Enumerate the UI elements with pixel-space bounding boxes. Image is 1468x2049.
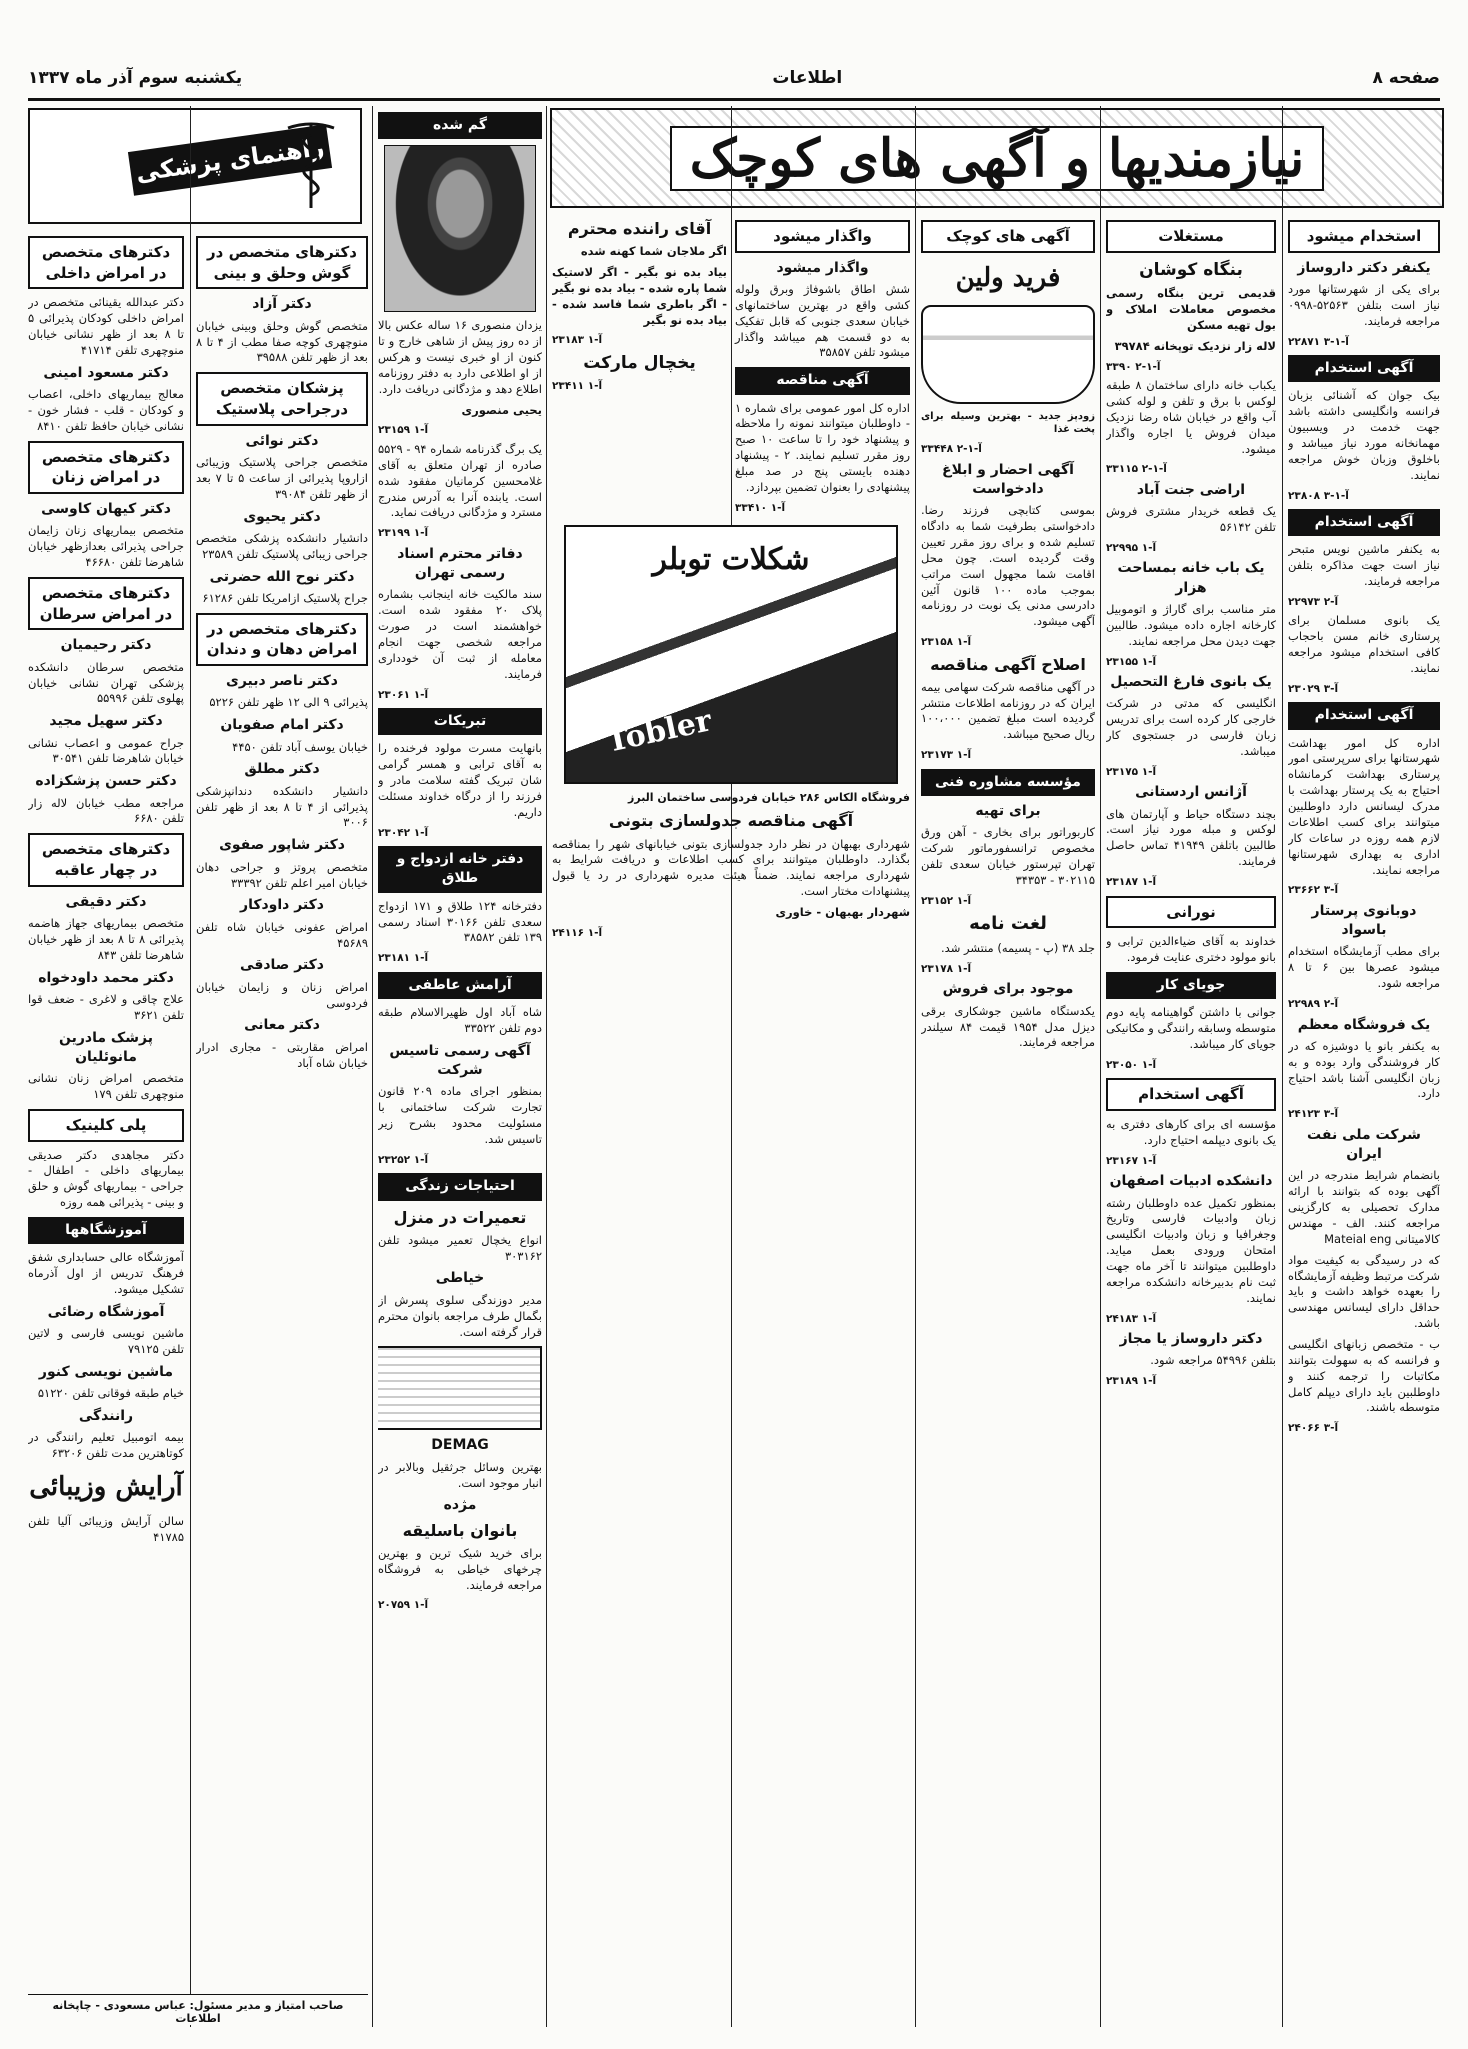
- ad-title: آگهی استخدام: [1288, 355, 1440, 382]
- doctor-info: متخصص امراض زنان نشانی منوچهری تلفن ۱۷۹: [28, 1071, 184, 1102]
- ad-title: آقای راننده محترم: [567, 219, 712, 238]
- ad-text: شهرداری بهبهان در نظر دارد جدولسازی بتونی خیابانهای شهر را بمناقصه بگذارد. داوطلبان میتوانند برای کسب اطلاعات و دریافت شرایط به شهرداری مراجعه نمایند. ضمناً هیئت مدیره شهرداری در رد یا قبول پیشنهادات مختار است.: [552, 836, 910, 899]
- ad-title: بانوان باسلیقه: [402, 1520, 518, 1540]
- ad-text: بمنظور اجرای ماده ۲۰۹ قانون تجارت شرکت ساختمانی با مسئولیت محدود بشرح زیر تاسیس شد.: [378, 1084, 542, 1147]
- school-name: آموزشگاه رضائی: [47, 1303, 165, 1320]
- column-rule: [1100, 106, 1101, 2027]
- classifieds-banner: [550, 108, 1444, 208]
- ad-code: ۲۲۸۷۱ آ-۱-۳: [1288, 335, 1349, 348]
- page-header: [28, 58, 1440, 101]
- ad-code: ۲۲۹۷۳ آ-۲: [1288, 595, 1339, 608]
- brand-logo: فرید ولین: [955, 262, 1061, 293]
- column-rule: [915, 106, 916, 2027]
- ad-title: آگهی استخدام: [1288, 702, 1440, 729]
- column-rule: [372, 106, 373, 2027]
- section-header: دفتر خانه ازدواج و طلاق: [378, 846, 542, 893]
- doctor-info: متخصص بیماریهای زنان زایمان جراحی پذیرائی بعدازظهر خیابان شاهرضا تلفن ۴۶۶۸۰: [28, 523, 184, 570]
- section-header: استخدام میشود: [1288, 220, 1440, 253]
- doctor-name: دکتر رحیمیان: [60, 637, 152, 654]
- ad-title: شکلات توبلر: [652, 542, 810, 578]
- ad-title: اراضی جنت آباد: [1136, 481, 1246, 498]
- ad-title: بنگاه کوشان: [1139, 259, 1243, 280]
- doctor-info: دانشیار دانشکده دندانپزشکی پذیرائی از ۴ تا ۸ بعد از ظهر تلفن ۳۰۰۶: [196, 783, 368, 830]
- ad-text: بیاد بده نو بگیر - اگر لاستیک شما پاره شده - بیاد بده نو بگیر - اگر باطری شما فاسد شده - بیاد بده نو بگیر: [552, 264, 727, 327]
- doctor-info: متخصص گوش وحلق وبینی خیابان منوچهری کوچه صفا مطب از ۴ تا ۸ بعد از ظهر تلفن ۳۹۵۸۸: [196, 318, 368, 365]
- ad-text: انگلیسی که مدتی در شرکت خارجی کار کرده است برای تدریس زبان فارسی در جستجوی کار میباشد.: [1106, 696, 1276, 758]
- ad-code: ۲۳۱۵۸ آ-۱: [921, 636, 972, 649]
- column-small-ads: [921, 214, 1095, 2027]
- doctor-name: دکتر ناصر دبیری: [226, 673, 338, 690]
- ad-code: ۲۲۹۹۵ آ-۱: [1106, 541, 1157, 554]
- ad-title: خیاطی: [435, 1270, 485, 1287]
- doctor-name: دکتر نوح الله حضرتی: [209, 568, 355, 585]
- section-header: جویای کار: [1106, 972, 1276, 999]
- doctor-info: متخصص جراحی پلاستیک وزیبائی ازاروپا پذیرائی از ساعت ۵ تا ۷ بعد از ظهر تلفن ۳۹۰۸۴: [196, 454, 368, 501]
- doctor-info: دکتر مجاهدی دکتر صدیقی بیماریهای داخلی - اطفال - جراحی - بیماریهای گوش و حلق و بینی - پذیرائی همه روزه: [28, 1147, 184, 1210]
- ad-header: مؤسسه مشاوره فنی: [921, 769, 1095, 796]
- doctor-info: جراح عمومی و اعصاب نشانی خیابان شاهرضا تلفن ۳۰۵۴۱: [28, 735, 184, 766]
- section-header: آرامش عاطفی: [378, 972, 542, 999]
- doctor-name: دکتر سهیل مجید: [49, 713, 163, 730]
- ad-text: اگر ملاجان شما کهنه شده: [580, 244, 727, 259]
- doctor-name: دکتر یحیوی: [243, 508, 321, 525]
- ad-code: ۲۳۰۶۱ آ-۱: [378, 688, 429, 701]
- doctor-info: امراض عفونی خیابان شاه تلفن ۴۵۶۸۹: [196, 919, 368, 950]
- column-employment: [1288, 214, 1440, 2027]
- ad-title: یخچال مارکت: [583, 352, 696, 373]
- doctor-info: امراض زنان و زایمان خیابان فردوسی: [196, 979, 368, 1010]
- ad-text: که در رسیدگی به کیفیت مواد شرکت مرتبط وظیفه آزمایشگاه را بعهده خواهد داشت و باید حداقل دارای لیسانس مهندسی باشد.: [1288, 1252, 1440, 1331]
- brand-logo: Tobler: [603, 703, 715, 760]
- ad-code: ۳۳۹۰ آ-۱-۲: [1106, 360, 1161, 373]
- ad-title: اصلاح آگهی مناقصه: [930, 654, 1086, 674]
- ad-text: بیک جوان که آشنائی بزبان فرانسه وانگلیسی داشته باشد جهت خدمت در ویسبیون مهمانخانه مورد نیاز میباشد و باخلوق وزبان خوش مراجعه نمایند.: [1288, 388, 1440, 482]
- ad-code: ۲۳۱۷۳ آ-۱: [921, 749, 972, 762]
- ad-code: ۲۴۱۸۳ آ-۱: [1106, 1312, 1157, 1325]
- ad-title: مژده: [443, 1497, 477, 1514]
- ad-text: سند مالکیت خانه اینجانب بشماره پلاک ۲۰ مفقود شده است. خواهشمند است در صورت مراجعه شخصی جهت انجام معامله از ثبت آن خودداری فرمایند.: [378, 587, 542, 681]
- medical-guide-title: راهنمای پزشکی: [128, 124, 332, 195]
- ad-title: آگهی رسمی تاسیس شرکت: [389, 1042, 531, 1079]
- ad-code: ۲۳۰۴۲ آ-۱: [378, 826, 429, 839]
- ad-text: بهترین وسائل جرثقیل وبالابر در انبار موجود است.: [378, 1459, 542, 1490]
- ad-title: دانشکده ادبیات اصفهان: [1109, 1173, 1273, 1190]
- ad-title: یک بانوی فارغ التحصیل: [1110, 674, 1272, 691]
- doctor-info: معالج بیماریهای داخلی، اعصاب و کودکان - قلب - فشار خون - نشانی خیابان حافظ تلفن ۸۴۱۰: [28, 387, 184, 433]
- section-header: دکترهای متخصص در امراض دهان و دندان: [196, 613, 368, 666]
- ad-code: ۳۳۴۱۰ آ-۱: [735, 501, 786, 514]
- ad-text: در آگهی مناقصه شرکت سهامی بیمه ایران که در روزنامه اطلاعات منتشر گردیده است مبلغ تضمین ۱۰۰،۰۰۰ ریال صحیح میباشد.: [921, 679, 1095, 742]
- doctor-name: دکتر محمد داودخواه: [38, 969, 174, 986]
- school-name: رانندگی: [78, 1408, 134, 1425]
- doctor-info: امراض مقاربتی - مجاری ادرار خیابان شاه آباد: [196, 1039, 368, 1070]
- ad-text: جوانی با داشتن گواهینامه پایه دوم متوسطه وسابقه رانندگی و مکانیکی جویای کار میباشد.: [1106, 1005, 1276, 1051]
- ad-code: ۳۳۴۴۸ آ-۱-۲: [921, 443, 982, 456]
- column-lost-found: [378, 106, 542, 2027]
- ad-text: بتلفن ۵۴۹۹۶ مراجعه شود.: [1150, 1353, 1276, 1368]
- brand-logo: DEMAG: [431, 1437, 489, 1454]
- issue-date: یکشنبه سوم آذر ماه ۱۳۳۷: [28, 68, 243, 88]
- ad-text: برای مطب آزمایشگاه استخدام میشود عصرها بین ۶ تا ۸ مراجعه شود.: [1288, 944, 1440, 991]
- school-name: آرایش وزیبائی: [29, 1472, 183, 1503]
- paper-name: اطلاعات: [772, 68, 843, 88]
- school-info: خیام طبقه فوقانی تلفن ۵۱۲۲۰: [37, 1386, 184, 1401]
- ad-text: شاه آباد اول ظهیرالاسلام طبقه دوم تلفن ۳۳۵۲۲: [378, 1005, 542, 1035]
- publisher-footer: صاحب امتیاز و مدیر مسئول: عباس مسعودی - چاپخانه اطلاعات: [28, 1994, 368, 2025]
- section-header: پلی کلینیک: [28, 1109, 184, 1142]
- ad-text: یک قطعه خریدار مشتری فروش تلفن ۵۶۱۴۲: [1106, 504, 1276, 535]
- ad-code: ۲۳۰۵۰ آ-۱: [1106, 1058, 1157, 1071]
- doctor-name: دکتر امام صفویان: [220, 717, 344, 734]
- ad-title: موجود برای فروش: [942, 981, 1074, 998]
- ad-text: ب - متخصص زبانهای انگلیسی و فرانسه که به سهولت بتوانند مکاتبات را ترجمه کنند و داوطلبین باید دارای دیپلم کامل متوسطه باشند.: [1288, 1336, 1440, 1415]
- ad-code: ۲۳۱۵۲ آ-۱: [921, 894, 972, 907]
- ad-code: ۲۳۱۸۳ آ-۱: [552, 334, 603, 347]
- ad-text: مدیر دوزندگی سلوی پسرش از بگمال طرف مراجعه بانوان محترم قرار گرفته است.: [378, 1292, 542, 1339]
- section-header: دکترهای متخصص در چهار عاقبه: [28, 833, 184, 886]
- ad-text: زودپز جدید - بهترین وسیله برای پخت غذا: [921, 410, 1095, 436]
- missing-person-photo: [384, 145, 536, 312]
- ad-title: لغت نامه: [969, 913, 1047, 935]
- ad-text: قدیمی ترین بنگاه رسمی مخصوص معاملات املاک و بول تهیه مسکن: [1106, 286, 1276, 332]
- doctor-name: دکتر آزاد: [252, 296, 312, 313]
- ad-address: فروشگاه الکاس ۲۸۶ خیابان فردوسی ساختمان البرز: [628, 791, 910, 805]
- doctor-name: دکتر صادقی: [240, 957, 324, 974]
- doctor-name: دکتر داودکار: [240, 897, 324, 914]
- section-header: تبریکات: [378, 708, 542, 735]
- section-header: واگذار میشود: [735, 220, 910, 253]
- ad-text: اداره کل امور بهداشت شهرستانها برای سرپرستی امور پرستاری بهداشت کرمانشاه احتیاج به یک پرستار بهداشت با مدرک لیسانس دارد داوطلبین میتوانند برای کسب اطلاعات لازم همه روزه در ساعات کار اداری به بهداری شهرستانها مراجعه نمایند.: [1288, 735, 1440, 877]
- school-info: سالن آرایش وزیبائی آلیا تلفن ۴۱۷۸۵: [28, 1514, 184, 1544]
- doctor-info: پذیرائی ۹ الی ۱۲ ظهر تلفن ۵۲۲۶: [209, 695, 368, 710]
- ad-text: به یکنفر ماشین نویس متبحر نیاز است جهت مذاکره بتلفن مراجعه فرمایند.: [1288, 542, 1440, 589]
- section-header: آموزشگاهها: [28, 1217, 184, 1244]
- school-info: ماشین نویسی فارسی و لاتین تلفن ۷۹۱۲۵: [28, 1326, 184, 1357]
- school-info: بیمه اتومبیل تعلیم رانندگی در کوتاهترین مدت تلفن ۶۳۲۰۶: [28, 1430, 184, 1461]
- ad-code: ۲۴۱۲۳ آ-۳: [1288, 1108, 1339, 1121]
- ad-title: آگهی استخدام: [1106, 1078, 1276, 1111]
- ad-text: یزدان منصوری ۱۶ ساله عکس بالا از ده روز پیش از شاهی خارج و تا کنون از او خبری نیست و هرکس از او اطلاعی دارد به دفتر روزنامه اطلاع دهد و مژدگانی دریافت دارد.: [378, 318, 542, 396]
- ad-title: آگهی مناقصه: [735, 367, 910, 394]
- doctor-name: دکتر نوائی: [245, 432, 319, 449]
- doctor-name: پزشک مادرین مانوئلیان: [59, 1029, 153, 1065]
- column-real-estate: [1106, 214, 1276, 2027]
- ad-text: بچند دستگاه حیاط و آپارتمان های لوکس و مبله مورد نیاز است. طالبین باتلفن ۴۱۹۴۹ تماس حاصل فرمایند.: [1106, 806, 1276, 869]
- ad-text: یکباب خانه دارای ساختمان ۸ طبقه لوکس با برق و تلفن و لوله کشی آب واقع در خیابان شاه رضا نزدیک میدان فروش یا اجاره واگذار میشود.: [1106, 378, 1276, 456]
- school-info: آموزشگاه عالی حسابداری شفق فرهنگ تدریس از اول آذرماه تشکیل میشود.: [28, 1250, 184, 1297]
- ad-title: آژانس اردستانی: [1135, 784, 1247, 801]
- medical-guide-header: [28, 108, 362, 224]
- ad-code: ۲۳۱۸۱ آ-۱: [378, 952, 429, 965]
- ad-code: ۲۲۹۸۹ آ-۲: [1288, 998, 1339, 1011]
- ad-code: ۲۴۰۶۶ آ-۳: [1288, 1422, 1339, 1435]
- caduceus-icon: [276, 120, 346, 210]
- ad-address: لاله زار نزدیک توپخانه ۳۹۷۸۴: [1114, 338, 1276, 353]
- doctor-name: دکتر مطلق: [244, 761, 320, 778]
- ad-text: یک برگ گذرنامه شماره ۹۴ - ۵۵۲۹ صادره از تهران متعلق به آقای غلامحسین کرمانیان مفقود شده است. یابنده آنرا به آدرس مندرج مسترد و مژدگانی دریافت نماید.: [378, 441, 542, 520]
- section-header: آگهی های کوچک: [921, 220, 1095, 253]
- ad-title: یک باب خانه بمساحت هزار: [1117, 560, 1265, 596]
- crane-image: [378, 1346, 542, 1430]
- ad-text: شش اطاق باشوفاژ وبرق ولوله کشی واقع در بهترین ساختمانهای خیابان سعدی جنوبی که قابل تفکیک به دو قسمت هم میباشد واگذار میشود تلفن ۳۵۸۵۷: [735, 282, 910, 360]
- ad-code: ۲۳۴۱۱ آ-۱: [552, 380, 603, 393]
- doctor-name: دکتر دقیقی: [65, 893, 147, 910]
- ad-title: یک فروشگاه معظم: [1297, 1016, 1431, 1033]
- doctor-info: متخصص بیماریهای جهاز هاضمه پذیرائی ۸ تا ۸ بعد از ظهر خیابان شاهرضا تلفن ۸۴۳: [28, 915, 184, 962]
- ad-title: آگهی احضار و ابلاغ دادخواست: [942, 461, 1074, 497]
- chocolate-advertisement: [564, 525, 898, 784]
- column-tenders: [552, 214, 910, 2027]
- ad-code: ۲۳۱۸۷ آ-۱: [1106, 876, 1157, 889]
- ad-text: دفترخانه ۱۲۴ طلاق و ۱۷۱ ازدواج سعدی تلفن ۳۰۱۶۶ اسناد رسمی ۱۳۹ تلفن ۳۸۵۸۲: [378, 898, 542, 945]
- doctor-name: دکتر کیهان کاوسی: [41, 501, 171, 518]
- doctor-name: دکتر معانی: [244, 1017, 320, 1034]
- ad-text: خداوند به آقای ضیاءالدین ترابی و بانو مولود دختری عنایت فرمود.: [1106, 934, 1276, 965]
- ad-text: بانضمام شرایط مندرجه در این آگهی بوده که بتوانند با ارائه مدارک تحصیلی به کارگزینی مراجعه کنند. الف - مهندس کالامیتانی Mateial eng: [1288, 1168, 1440, 1246]
- section-header: دکترهای متخصص در گوش وحلق و بینی: [196, 236, 368, 289]
- doctor-info: دکتر عبدالله یقینائی متخصص در امراض داخلی کودکان پذیرائی ۵ تا ۸ بعد از ظهر نشانی خیابان منوچهری تلفن ۴۱۷۱۴: [28, 295, 184, 357]
- ad-text: بمنظور تکمیل عده داوطلبان رشته زبان وادبیات فارسی وتاریخ وجغرافیا و زبان وادبیات انگلیسی امتحان ورودی بعمل میاید. داوطلبین میتوانند تا آخر ماه جهت ثبت نام بدبیرخانه دانشکده مراجعه نمایند.: [1106, 1195, 1276, 1305]
- section-header: مستغلات: [1106, 220, 1276, 253]
- ad-code: ۳۳۱۱۵ آ-۱-۲: [1106, 463, 1167, 476]
- column-rule: [190, 106, 191, 2027]
- ad-code: ۲۳۱۵۵ آ-۱: [1106, 655, 1157, 668]
- ad-text: کاربوراتور برای بخاری - آهن ورق مخصوص ترانسفورماتور شرکت تهران تپرستور خیابان سعدی تلفن ۳۰۲۱۱۵ - ۳۴۳۵۳: [921, 825, 1095, 887]
- pressure-cooker-icon: [921, 305, 1095, 404]
- ad-title: آگهی استخدام: [1288, 509, 1440, 536]
- ad-text: به یکنفر بانو یا دوشیزه که در کار فروشندگی وارد بوده و به زبان انگلیسی آشنا باشد احتیاج دارد.: [1288, 1038, 1440, 1101]
- ad-signature: یحیی منصوری: [461, 402, 542, 417]
- column-rule: [1282, 106, 1283, 2027]
- section-header: احتیاجات زندگی: [378, 1173, 542, 1200]
- ad-code: ۲۰۷۵۹ آ-۱: [378, 1599, 429, 1612]
- doctor-info: متخصص پروتز و جراحی دهان خیابان امیر اعلم تلفن ۳۳۳۹۲: [196, 859, 368, 890]
- page-number: صفحه ۸: [1372, 68, 1440, 88]
- ad-title: تعمیرات در منزل: [393, 1207, 527, 1227]
- ad-text: مؤسسه ای برای کارهای دفتری به یک بانوی دیپلمه احتیاج دارد.: [1106, 1116, 1276, 1147]
- ad-title: آگهی مناقصه جدولسازی بتونی: [608, 811, 854, 831]
- column-rule: [546, 106, 547, 2027]
- ad-code: ۲۳۱۶۷ آ-۱: [1106, 1154, 1157, 1167]
- ad-code: ۲۳۲۵۲ آ-۱: [378, 1153, 429, 1166]
- ad-text: بانهایت مسرت مولود فرخنده را به آقای ترابی و همسر گرامی شان تبریک گفته سلامت مادر و فرزند را از درگاه خداوند مسئلت داریم.: [378, 741, 542, 819]
- ad-signature: شهردار بهبهان - خاوری: [775, 904, 910, 919]
- doctor-info: جراح پلاستیک ازامریکا تلفن ۶۱۲۸۶: [202, 590, 368, 605]
- section-header: نورانی: [1106, 896, 1276, 929]
- ad-title: یکنفر دکتر داروساز: [1297, 259, 1431, 276]
- ad-code: ۲۴۱۱۶ آ-۱: [552, 926, 603, 939]
- ad-title: دکتر داروساز یا مجاز: [1119, 1331, 1263, 1347]
- doctor-name: دکتر شاپور صفوی: [219, 837, 345, 854]
- ad-code: ۲۳۱۸۹ آ-۱: [1106, 1375, 1157, 1388]
- column-doctors-b: [196, 230, 368, 2027]
- ad-title: شرکت ملی نفت ایران: [1307, 1126, 1421, 1163]
- ad-code: ۲۳۱۷۸ آ-۱: [921, 962, 972, 975]
- ad-code: ۲۳۸۰۸ آ-۱-۳: [1288, 489, 1349, 502]
- doctor-info: دانشیار دانشکده پزشکی متخصص جراحی زیبائی پلاستیک تلفن ۲۳۵۸۹: [196, 530, 368, 561]
- ad-title: دوبانوی پرستار باسواد: [1311, 902, 1417, 939]
- ad-title: واگذار میشود: [776, 259, 869, 276]
- doctor-info: خیابان یوسف آباد تلفن ۴۴۵۰: [232, 739, 368, 754]
- doctor-info: مراجعه مطب خیابان لاله زار تلفن ۶۶۸۰: [28, 795, 184, 826]
- column-doctors-a: [28, 230, 184, 2027]
- ad-text: یکدستگاه ماشین جوشکاری برقی دیزل مدل ۱۹۵۴ قیمت ۸۴ سیلندر مراجعه فرمایند.: [921, 1003, 1095, 1050]
- ad-title: دفاتر محترم اسناد رسمی تهران: [397, 545, 523, 582]
- ad-code: ۲۳۶۶۲ آ-۳: [1288, 884, 1339, 897]
- doctor-name: دکتر مسعود امینی: [43, 364, 169, 381]
- ad-title: برای تهیه: [975, 802, 1041, 819]
- ad-text: اداره کل امور عمومی برای شماره ۱ - داوطلبان میتوانند نمونه را ملاحظه و پیشنهاد خود را تا ساعت ۱۰ صبح روز مقرر تسلیم نمایند. ۲ - پیشنهاد دهنده بایستی پنج در صد مبلغ پیشنهادی را بعنوان تضمین بپردازد.: [735, 400, 910, 494]
- ad-code: ۲۳۱۹۹ آ-۱: [378, 527, 429, 540]
- ad-text: جلد ۳۸ (پ - پسیمه) منتشر شد.: [941, 941, 1095, 955]
- ad-text: بموسی کتابچی فرزند رضا. دادخواستی بطرفیت شما به دادگاه تسلیم شده و برای روز مقرر تعیین وقت گردیده است. چون محل اقامت شما مجهول است مراتب بموجب ماده ۱۰۰ قانون آئین دادرسی مدنی یک نوبت در روزنامه آگهی میشود.: [921, 503, 1095, 629]
- ad-text: یک بانوی مسلمان برای پرستاری خانم مسن باحجاب کافی استخدام میشود مراجعه نمایند.: [1288, 613, 1440, 675]
- section-header: پزشکان متخصص درجراحی پلاستیک: [196, 372, 368, 425]
- doctor-info: متخصص سرطان دانشکده پزشکی تهران نشانی خیابان پهلوی تلفن ۵۵۹۹۶: [28, 659, 184, 706]
- section-header: دکترهای متخصص در امراض داخلی: [28, 236, 184, 289]
- school-name: ماشین نویسی کنور: [38, 1363, 174, 1380]
- ad-text: انواع یخچال تعمیر میشود تلفن ۳۰۳۱۶۲: [378, 1232, 542, 1263]
- section-header: گم شده: [378, 112, 542, 139]
- doctor-info: علاج چاقی و لاغری - ضعف قوا تلفن ۳۶۲۱: [28, 991, 184, 1022]
- ad-code: ۲۳۰۲۹ آ-۳: [1288, 682, 1339, 695]
- ad-text: متر مناسب برای گاراژ و اتوموبیل کارخانه اجاره داده میشود. طالبین جهت دیدن محل مراجعه نمایند.: [1106, 601, 1276, 648]
- ad-text: برای خرید شیک ترین و بهترین چرخهای خیاطی به فروشگاه مراجعه فرمایند.: [378, 1545, 542, 1592]
- doctor-name: دکتر حسن پزشکزاده: [35, 773, 177, 790]
- section-header: دکترهای متخصص در امراض زنان: [28, 441, 184, 494]
- ad-code: ۲۳۱۵۹ آ-۱: [378, 424, 429, 437]
- ad-text: برای یکی از شهرستانها مورد نیاز است بتلفن ۵۲۵۶۳-۰۹۹۸ مراجعه فرمایند.: [1288, 282, 1440, 328]
- banner-title: نیازمندیها و آگهی های کوچک: [670, 126, 1325, 191]
- ad-code: ۲۳۱۷۵ آ-۱: [1106, 765, 1157, 778]
- section-header: دکترهای متخصص در امراض سرطان: [28, 577, 184, 630]
